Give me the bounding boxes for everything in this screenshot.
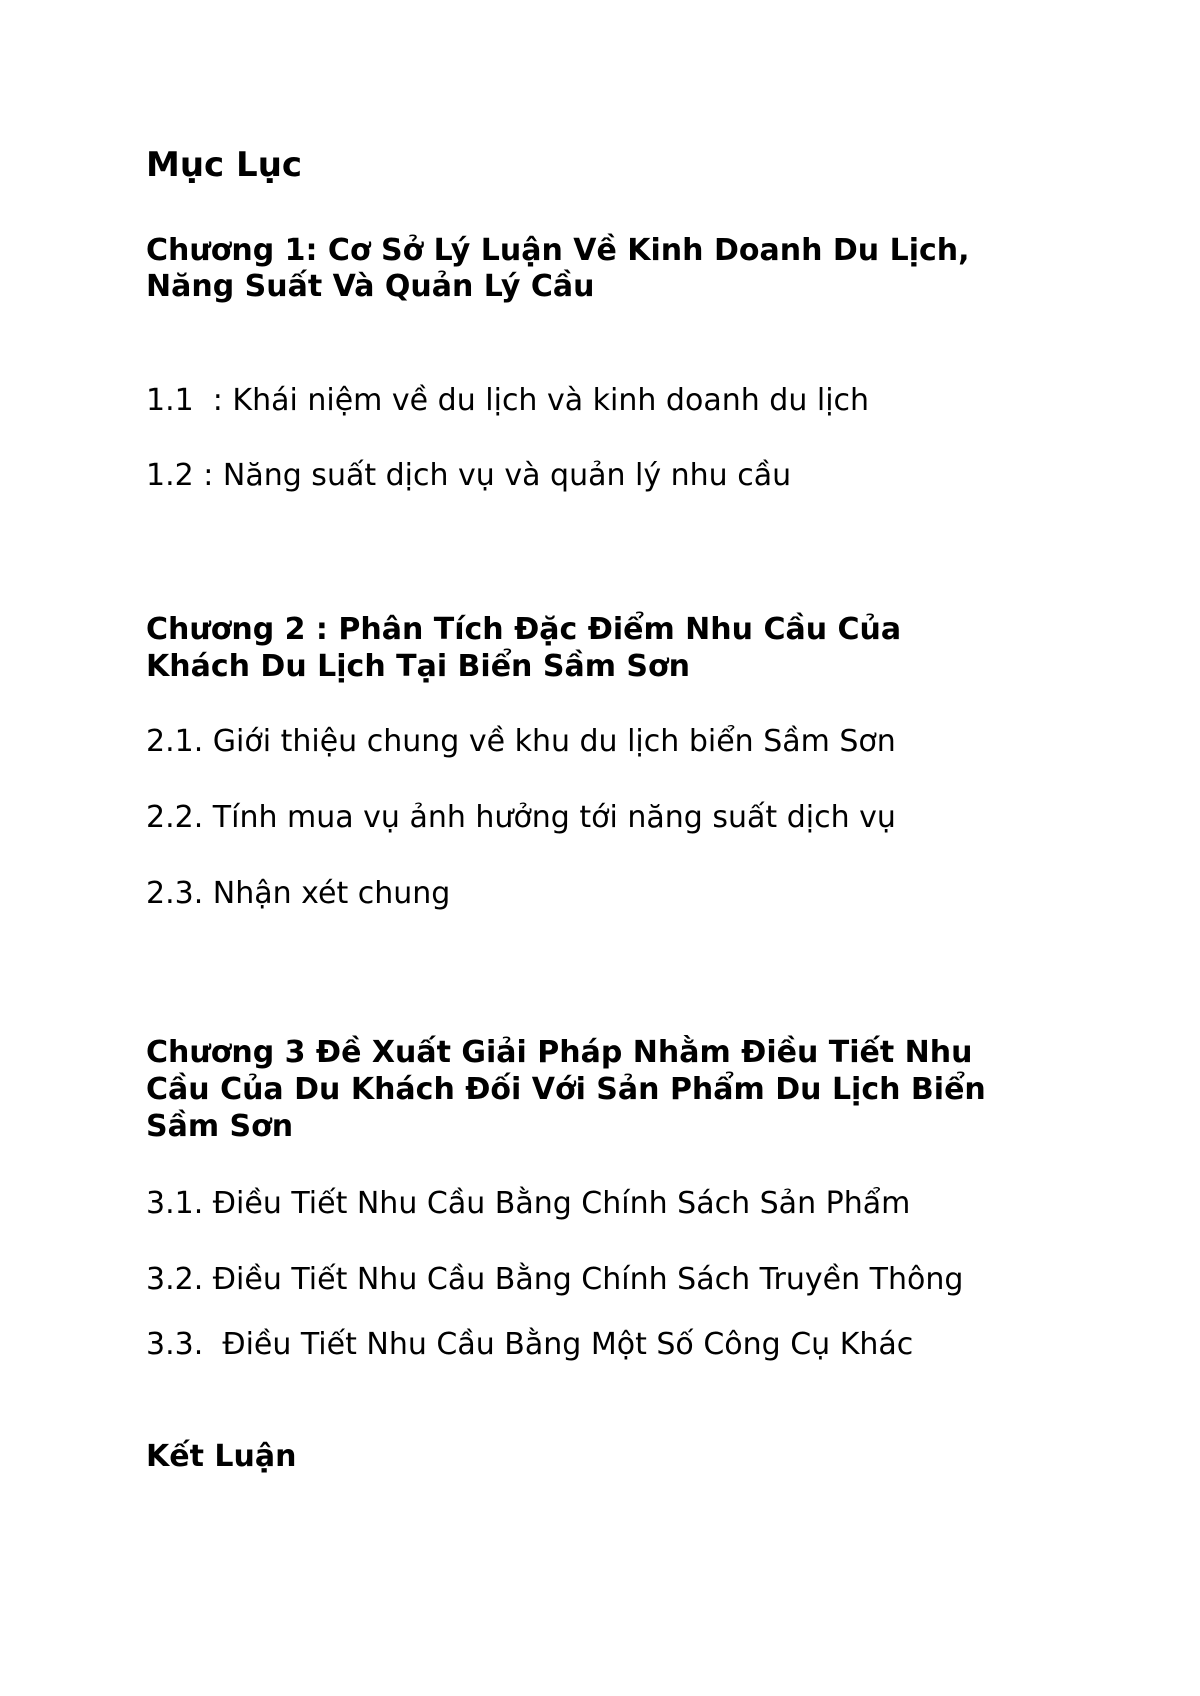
chapter-1-heading-line-1: Chương 1: Cơ Sở Lý Luận Về Kinh Doanh Du Lịch, xyxy=(146,233,970,268)
chapter-3-heading-line-2: Cầu Của Du Khách Đối Với Sản Phẩm Du Lịch Biển xyxy=(146,1072,986,1107)
conclusion-heading: Kết Luận xyxy=(146,1439,297,1474)
toc-item-1-1: 1.1 : Khái niệm về du lịch và kinh doanh du lịch xyxy=(146,383,870,418)
chapter-3-heading-line-3: Sầm Sơn xyxy=(146,1109,294,1144)
chapter-2-heading-line-1: Chương 2 : Phân Tích Đặc Điểm Nhu Cầu Của xyxy=(146,612,902,647)
toc-item-3-3: 3.3. Điều Tiết Nhu Cầu Bằng Một Số Công Cụ Khác xyxy=(146,1327,914,1362)
toc-item-3-1: 3.1. Điều Tiết Nhu Cầu Bằng Chính Sách Sản Phẩm xyxy=(146,1186,911,1221)
chapter-3-heading-line-1: Chương 3 Đề Xuất Giải Pháp Nhằm Điều Tiết Nhu xyxy=(146,1035,973,1070)
toc-item-2-1: 2.1. Giới thiệu chung về khu du lịch biển Sầm Sơn xyxy=(146,724,896,759)
toc-item-3-2: 3.2. Điều Tiết Nhu Cầu Bằng Chính Sách Truyền Thông xyxy=(146,1262,964,1297)
chapter-1-heading-line-2: Năng Suất Và Quản Lý Cầu xyxy=(146,269,595,304)
page-title: Mục Lục xyxy=(146,145,303,185)
toc-item-2-3: 2.3. Nhận xét chung xyxy=(146,876,451,911)
toc-item-1-2: 1.2 : Năng suất dịch vụ và quản lý nhu cầu xyxy=(146,458,792,493)
chapter-2-heading-line-2: Khách Du Lịch Tại Biển Sầm Sơn xyxy=(146,649,690,684)
toc-item-2-2: 2.2. Tính mua vụ ảnh hưởng tới năng suất dịch vụ xyxy=(146,800,896,835)
